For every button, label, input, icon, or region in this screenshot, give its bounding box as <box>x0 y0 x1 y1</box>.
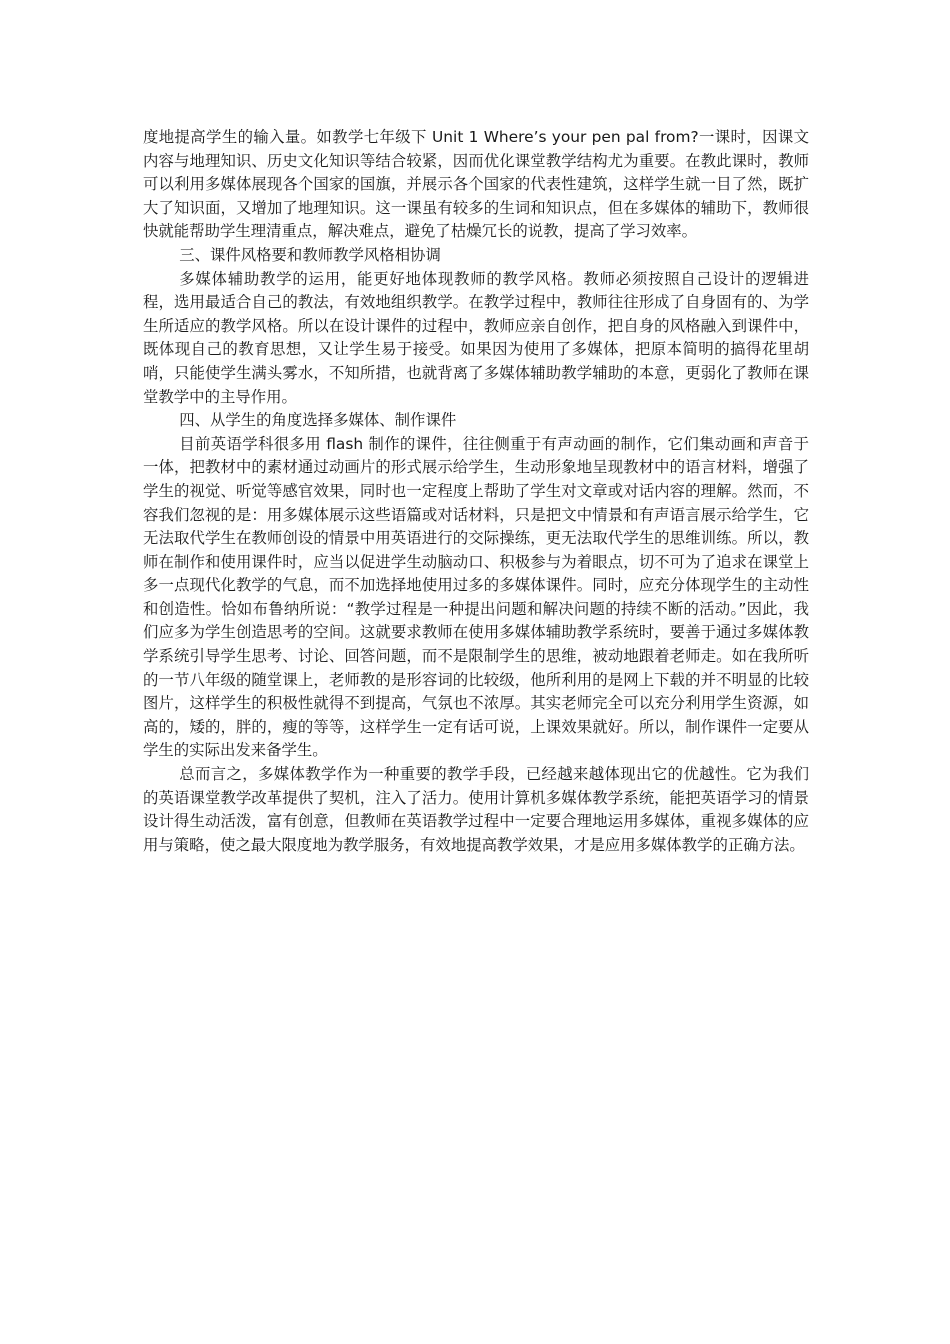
paragraph-section-3-body: 多媒体辅助教学的运用，能更好地体现教师的教学风格。教师必须按照自己设计的逻辑进程，选用最适合自己的教法，有效地组织教学。在教学过程中，教师往往形成了自身固有的、为学生所适应的教学风格。所以在设计课件的过程中，教师应亲自创作，把自身的风格融入到课件中，既体现自己的教育思想，又让学生易于接受。如果因为使用了多媒体，把原本简明的搞得花里胡哨，只能使学生满头雾水，不知所措，也就背离了多媒体辅助教学辅助的本意，更弱化了教师在课堂教学中的主导作用。 <box>143 269 809 406</box>
section-heading-3: 三、课件风格要和教师教学风格相协调 <box>179 245 441 264</box>
paragraph-continuation: 度地提高学生的输入量。如教学七年级下 Unit 1 Where’s your pen pal from?一课时，因课文内容与地理知识、历史文化知识等结合较紧，因而优化课堂教学结构尤为重要。在教此课时，教师可以利用多媒体展现各个国家的国旗，并展示各个国家的代表性建筑，这样学生就一目了然，既扩大了知识面，又增加了地理知识。这一课虽有较多的生词和知识点，但在多媒体的辅助下，教师很快就能帮助学生理清重点，解决难点，避免了枯燥冗长的说教，提高了学习效率。 <box>143 128 809 241</box>
paragraph-section-4-body: 目前英语学科很多用 flash 制作的课件，往往侧重于有声动画的制作，它们集动画和声音于一体，把教材中的素材通过动画片的形式展示给学生，生动形象地呈现教材中的语言材料，增强了学生的视觉、听觉等感官效果，同时也一定程度上帮助了学生对文章或对话内容的理解。然而，不容我们忽视的是：用多媒体展示这些语篇或对话材料，只是把文中情景和有声语言展示给学生，它无法取代学生在教师创设的情景中用英语进行的交际操练，更无法取代学生的思维训练。所以，教师在制作和使用课件时，应当以促进学生动脑动口、积极参与为着眼点，切不可为了追求在课堂上多一点现代化教学的气息，而不加选择地使用过多的多媒体课件。同时，应充分体现学生的主动性和创造性。恰如布鲁纳所说：“教学过程是一种提出问题和解决问题的持续不断的活动。”因此，我们应多为学生创造思考的空间。这就要求教师在使用多媒体辅助教学系统时，要善于通过多媒体教学系统引导学生思考、讨论、回答问题，而不是限制学生的思维，被动地跟着老师走。如在我所听的一节八年级的随堂课上，老师教的是形容词的比较级，他所利用的是网上下载的并不明显的比较图片，这样学生的积极性就得不到提高，气氛也不浓厚。其实老师完全可以充分利用学生资源，如高的，矮的，胖的，瘦的等等，这样学生一定有话可说，上课效果就好。所以，制作课件一定要从学生的实际出发来备学生。 <box>143 434 809 760</box>
paragraph-conclusion: 总而言之，多媒体教学作为一种重要的教学手段，已经越来越体现出它的优越性。它为我们的英语课堂教学改革提供了契机，注入了活力。使用计算机多媒体教学系统，能把英语学习的情景设计得生动活泼，富有创意，但教师在英语教学过程中一定要合理地运用多媒体，重视多媒体的应用与策略，使之最大限度地为教学服务，有效地提高教学效果，才是应用多媒体教学的正确方法。 <box>143 765 809 854</box>
section-heading-4: 四、从学生的角度选择多媒体、制作课件 <box>179 411 457 430</box>
document-page <box>143 126 809 857</box>
